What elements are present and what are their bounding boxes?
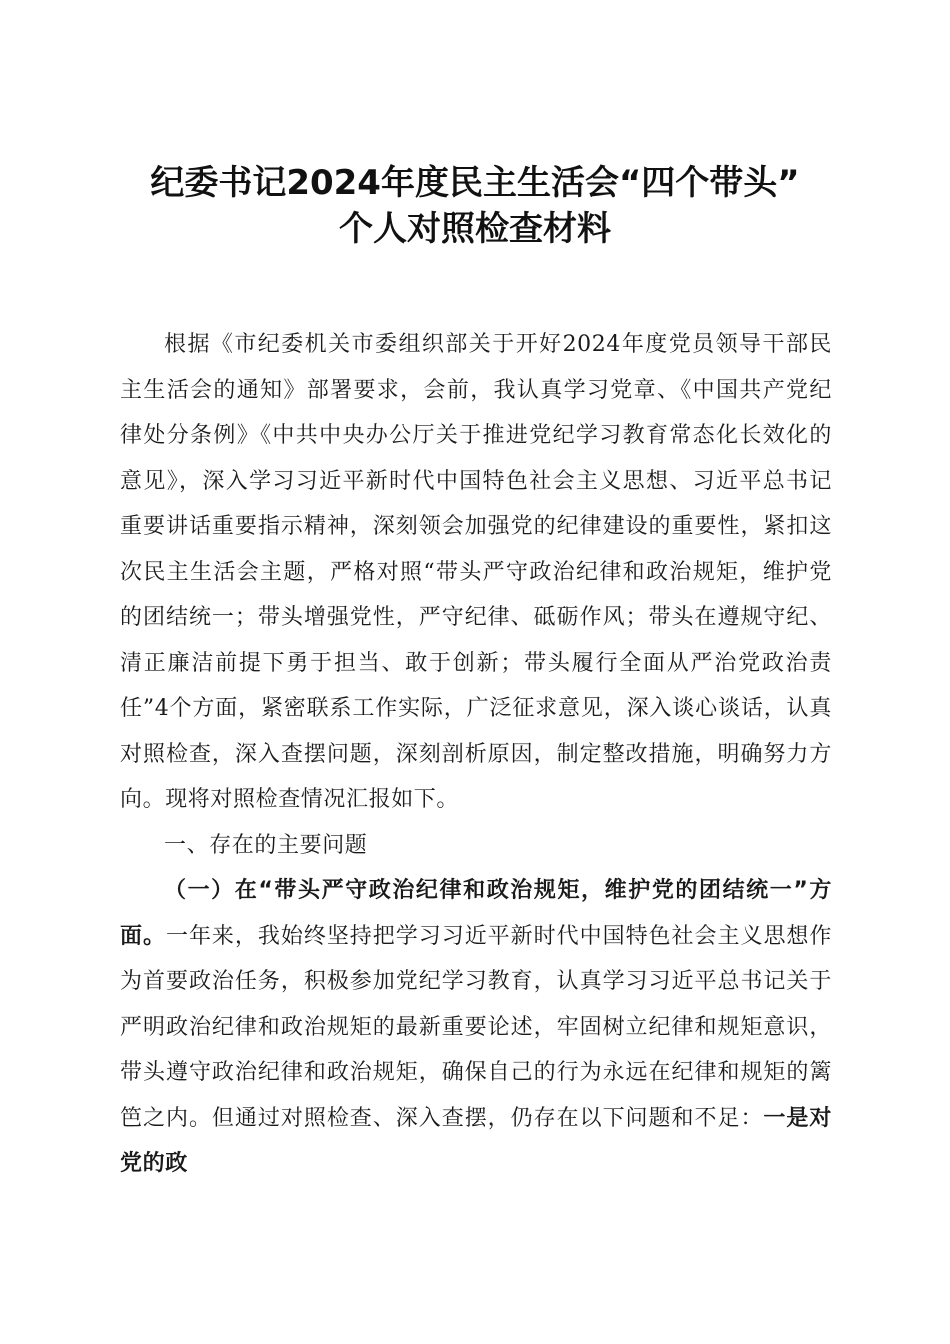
intro-paragraph: 根据《市纪委机关市委组织部关于开好2024年度党员领导干部民主生活会的通知》部署要求，会前，我认真学习党章、《中国共产党纪律处分条例》《中共中央办公厅关于推进党纪学习教育常态化长效化的意见》，深入学习习近平新时代中国特色社会主义思想、习近平总书记重要讲话重要指示精神，深刻领会加强党的纪律建设的重要性，紧扣这次民主生活会主题，严格对照“带头严守政治纪律和政治规矩，维护党的团结统一；带头增强党性，严守纪律、砥砺作风；带头在遵规守纪、清正廉洁前提下勇于担当、敢于创新；带头履行全面从严治党政治责任”4个方面，紧密联系工作实际，广泛征求意见，深入谈心谈话，认真对照检查，深入查摆问题，深刻剖析原因，制定整改措施，明确努力方向。现将对照检查情况汇报如下。 — [120, 332, 832, 812]
section-heading: 一、存在的主要问题 — [164, 832, 368, 858]
subsection-trailing-bold: 一是对党的政 — [120, 1105, 832, 1176]
title-line-2: 个人对照检查材料 — [339, 209, 611, 249]
subsection-paragraph — [120, 868, 832, 1187]
title-line-1: 纪委书记2024年度民主生活会“四个带头” — [150, 163, 800, 203]
document-body — [120, 322, 832, 1187]
subsection-body: 一年来，我始终坚持把学习习近平新时代中国特色社会主义思想作为首要政治任务，积极参加党纪学习教育，认真学习习近平总书记关于严明政治纪律和政治规矩的最新重要论述，牢固树立纪律和规矩意识，带头遵守政治纪律和政治规矩，确保自己的行为永远在纪律和规矩的篱笆之内。但通过对照检查、深入查摆，仍存在以下问题和不足： — [120, 923, 833, 1131]
document-title — [60, 160, 890, 252]
subsection-bold-lead: （一）在“带头严守政治纪律和政治规矩，维护党的团结统一”方面。 — [120, 878, 832, 949]
